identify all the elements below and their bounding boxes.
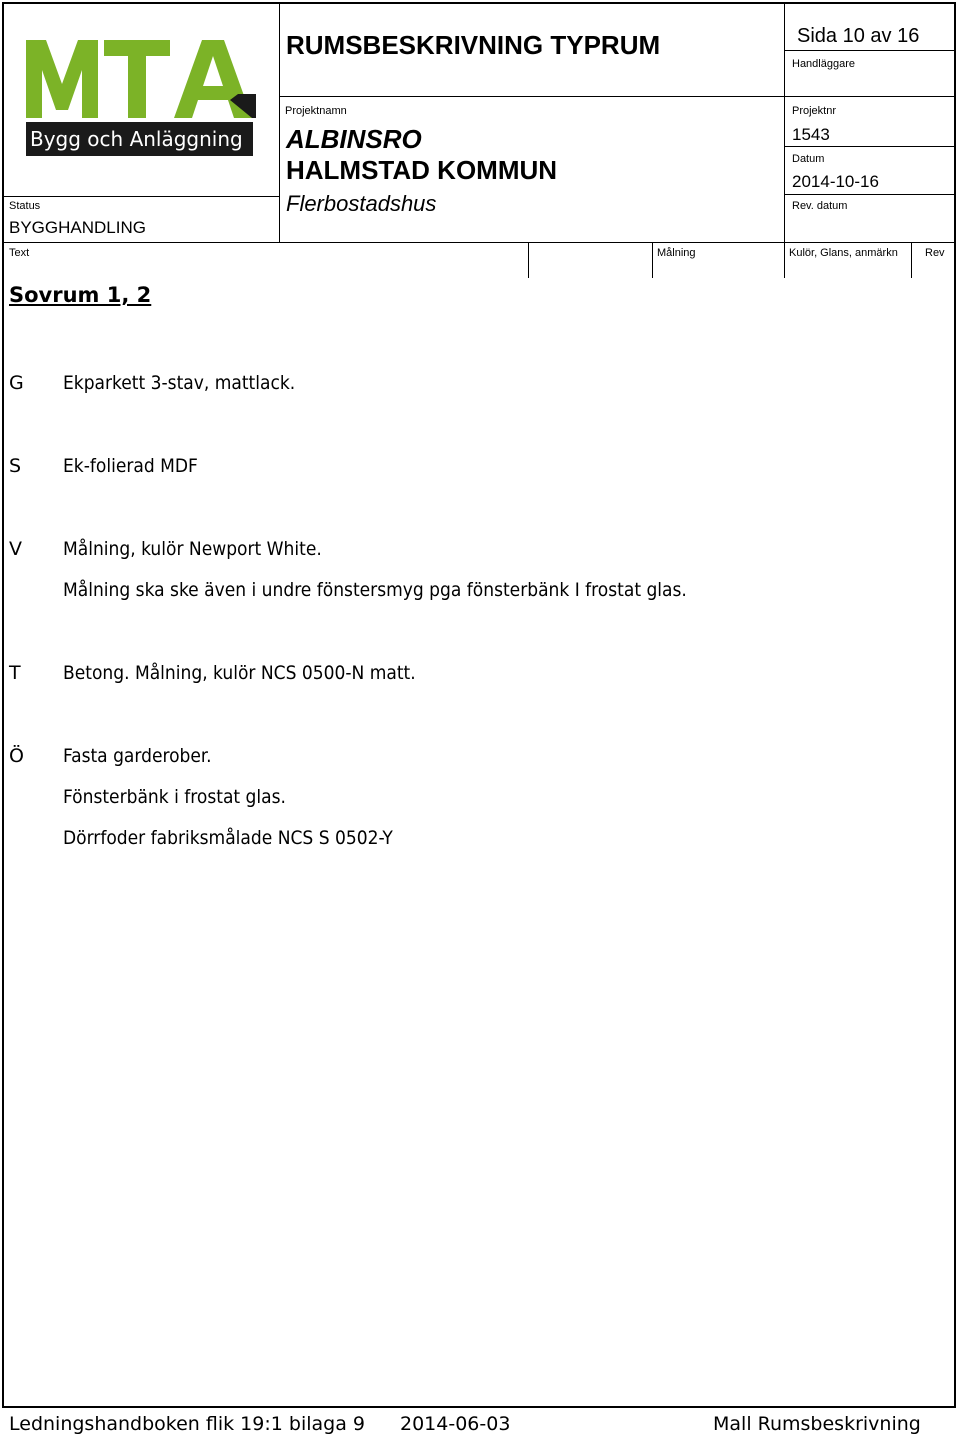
header-divider — [784, 194, 956, 195]
logo-subtitle: Bygg och Anläggning — [30, 127, 243, 151]
column-divider — [911, 242, 912, 278]
status-value: BYGGHANDLING — [9, 218, 146, 237]
header-divider — [784, 4, 785, 242]
item-code: V — [9, 538, 22, 560]
mta-logo-icon — [24, 36, 256, 126]
column-header-text: Text — [9, 247, 30, 259]
project-name-line2: HALMSTAD KOMMUN — [286, 155, 558, 185]
page-indicator: Sida 10 av 16 — [797, 25, 920, 47]
item-line: Ek-folierad MDF — [63, 455, 198, 477]
header-divider — [279, 4, 280, 242]
footer-left: Ledningshandboken flik 19:1 bilaga 9 — [9, 1413, 365, 1435]
document-title: RUMSBESKRIVNING TYPRUM — [286, 30, 661, 60]
item-code: Ö — [9, 745, 24, 767]
item-line: Dörrfoder fabriksmålade NCS S 0502-Y — [63, 827, 393, 849]
project-name-line1: ALBINSRO — [286, 124, 422, 154]
header-divider — [4, 196, 279, 197]
project-name-line3: Flerbostadshus — [286, 191, 437, 216]
header-divider — [784, 146, 956, 147]
room-title: Sovrum 1, 2 — [9, 283, 152, 307]
datum-value: 2014-10-16 — [792, 172, 879, 191]
item-line: Målning, kulör Newport White. — [63, 538, 322, 560]
item-line: Betong. Målning, kulör NCS 0500-N matt. — [63, 662, 416, 684]
footer-right: Mall Rumsbeskrivning — [713, 1413, 921, 1435]
header-divider — [4, 242, 956, 243]
rev-datum-label: Rev. datum — [792, 200, 848, 212]
item-line: Ekparkett 3-stav, mattlack. — [63, 372, 296, 394]
item-line: Fönsterbänk i frostat glas. — [63, 786, 286, 808]
projektnamn-label: Projektnamn — [285, 105, 347, 117]
column-divider — [784, 242, 785, 278]
column-header-rev: Rev — [925, 247, 945, 259]
column-divider — [652, 242, 653, 278]
header-divider — [784, 50, 956, 51]
page-frame — [2, 2, 956, 1408]
handlaggare-label: Handläggare — [792, 58, 855, 70]
header-divider — [279, 96, 956, 97]
item-code: T — [9, 662, 21, 684]
column-divider — [528, 242, 529, 278]
projektnr-label: Projektnr — [792, 105, 837, 117]
column-header-malning: Målning — [657, 247, 696, 259]
footer-date: 2014-06-03 — [400, 1413, 511, 1435]
item-line: Fasta garderober. — [63, 745, 212, 767]
projektnr-value: 1543 — [792, 125, 830, 144]
datum-label: Datum — [792, 153, 825, 165]
column-header-kulor: Kulör, Glans, anmärkn — [789, 247, 898, 259]
item-line: Målning ska ske även i undre fönstersmyg pga fönsterbänk I frostat glas. — [63, 579, 687, 601]
status-label: Status — [9, 200, 41, 212]
item-code: G — [9, 372, 24, 394]
item-code: S — [9, 455, 22, 477]
